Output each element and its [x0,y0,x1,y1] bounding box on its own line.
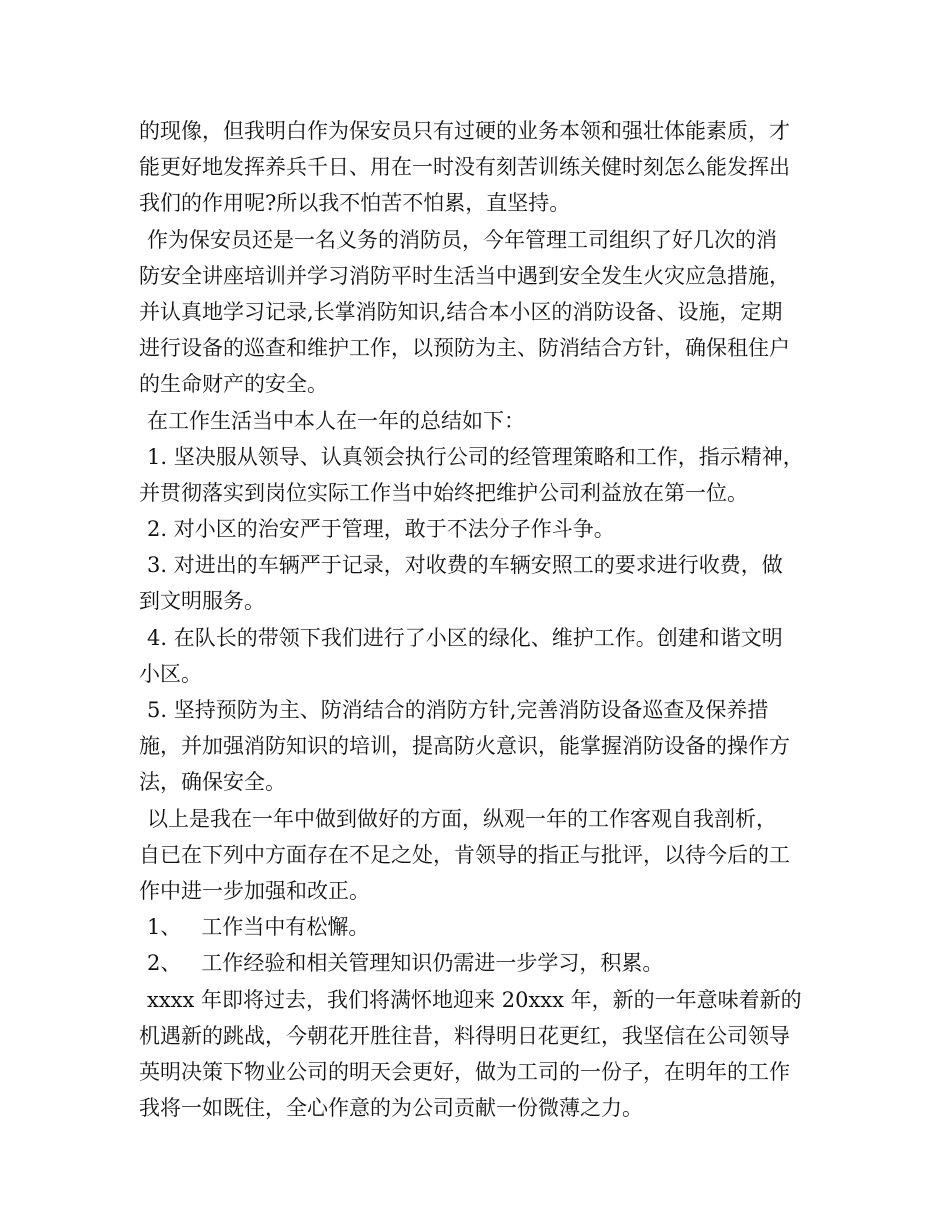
text-line: 英明决策下物业公司的明天会更好，做为工司的一份子，在明年的工作 [139,1059,790,1084]
list-item-line: 2. 对小区的治安严于管理，敢于不法分子作斗争。 [147,517,615,542]
list-item-line: 1. 坚决服从领导、认真领会执行公司的经管理策略和工作，指示精神， [147,444,804,469]
list-item-line: 1、 工作当中有松懈。 [147,915,370,940]
text-line: 到文明服务。 [139,589,265,614]
text-line: 作为保安员还是一名义务的消防员，今年管理工司组织了好几次的消 [147,227,777,252]
text-line: 以上是我在一年中做到做好的方面，纵观一年的工作客观自我剖析， [147,806,777,831]
text-line: 的生命财产的安全。 [139,372,328,397]
text-line: 并贯彻落实到岗位实际工作当中始终把维护公司利益放在第一位。 [139,480,748,505]
text-line: 的现像，但我明白作为保安员只有过硬的业务本领和强壮体能素质，才 [139,119,790,143]
list-item-line: 3. 对进出的车辆严于记录，对收费的车辆安照工的要求进行收费，做 [147,553,783,578]
text-line: 防安全讲座培训并学习消防平时生活当中遇到安全发生火灾应急措施， [139,263,790,288]
text-line: 我们的作用呢?所以我不怕苦不怕累，直坚持。 [139,191,571,216]
list-item-line: 5. 坚持预防为主、防消结合的消防方针,完善消防设备巡查及保养措 [147,698,769,722]
text-line: 作中进一步加强和改正。 [139,878,370,903]
list-item-line: 4. 在队长的带领下我们进行了小区的绿化、维护工作。创建和谐文明 [147,625,783,650]
document-body [139,113,839,1126]
text-line: 法，确保安全。 [139,770,286,795]
text-line: 能更好地发挥养兵千日、用在一时没有刻苦训练关健时刻怎么能发挥出 [139,155,790,180]
text-line: 自已在下列中方面存在不足之处，肯领导的指正与批评，以待今后的工 [139,842,790,867]
text-line: 我将一如既住，全心作意的为公司贡献一份微薄之力。 [139,1096,643,1121]
text-line: 进行设备的巡查和维护工作，以预防为主、防消结合方针，确保租住户 [139,336,790,361]
text-line: 施，并加强消防知识的培训，提高防火意识，能掌握消防设备的操作方 [139,734,790,759]
text-line: xxxx 年即将过去，我们将满怀地迎来 20xxx 年，新的一年意味着新的 [147,987,802,1012]
text-line: 并认真地学习记录,长掌消防知识,结合本小区的消防设备、设施，定期 [139,299,783,324]
text-line: 小区。 [139,661,202,686]
text-line: 机遇新的跳战，今朝花开胜往昔，料得明日花更红，我坚信在公司领导 [139,1023,790,1048]
list-item-line: 2、 工作经验和相关管理知识仍需进一步学习，积累。 [147,951,664,976]
text-line: 在工作生活当中本人在一年的总结如下： [147,408,525,433]
